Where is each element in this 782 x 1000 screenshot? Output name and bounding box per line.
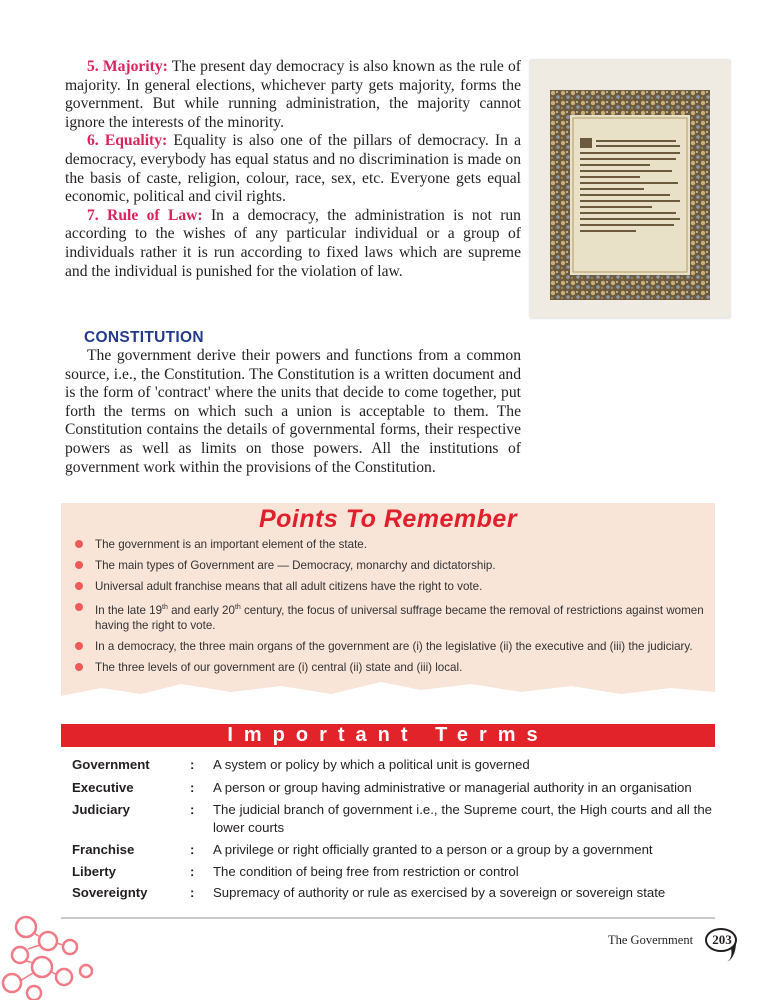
term-name: Liberty: [72, 863, 116, 879]
page-number: 203: [712, 932, 732, 947]
constitution-heading: CONSTITUTION: [84, 329, 204, 346]
terms-divider: [61, 917, 715, 919]
circles-decoration: [0, 905, 100, 1000]
chapter-label: The Government: [608, 933, 694, 947]
majority-title: 5. Majority:: [87, 58, 168, 75]
preamble-illustration: [530, 60, 730, 318]
rule-of-law-title: 7. Rule of Law:: [87, 206, 203, 224]
equality-title: 6. Equality:: [87, 132, 168, 150]
term-colon: :: [190, 802, 195, 817]
term-name: Franchise: [72, 842, 135, 857]
term-name: Government: [72, 757, 150, 772]
majority-text: The present day democracy is also known as the rule of majority. In general elections, whichever party gets majority, forms the government. But while running administration, the majority cannot ignore the interests of the minority.: [65, 58, 521, 131]
term-definition: A person or group having administrative or managerial authority in an organisation: [213, 779, 692, 795]
point-item: [73, 660, 711, 676]
term-definition: A system or policy by which a political unit is governed: [213, 757, 530, 772]
points-to-remember-title: Points To Remember: [258, 505, 518, 533]
bullet-icon: [75, 663, 83, 671]
points-to-remember-box: [61, 503, 715, 708]
point-text: The main types of Government are — Democracy, monarchy and dictatorship.: [95, 559, 496, 572]
majority-paragraph: [65, 58, 521, 132]
rule-of-law-text: In a democracy, the administration is not run according to the wishes of any particular individual or a group of individuals rather it is run according to fixed laws which are supreme and the individual is punished for the violation of law.: [65, 206, 521, 280]
democracy-features-section: [65, 58, 521, 281]
equality-text: Equality is also one of the pillars of democracy. In a democracy, everybody has equal status and no discrimination is made on the basis of caste, religion, colour, race, sex, etc. Everyone gets equal economic, political and civil rights.: [65, 132, 522, 206]
term-colon: :: [190, 885, 195, 900]
points-list: [73, 537, 711, 681]
point-item: [73, 537, 711, 553]
constitution-body: [65, 347, 521, 477]
term-definition: The condition of being free from restriction or control: [213, 863, 519, 879]
bullet-icon: [75, 582, 83, 590]
term-row: [72, 863, 712, 881]
term-colon: :: [190, 757, 195, 772]
term-definition: The judicial branch of government i.e., the Supreme court, the High courts and all the lower courts: [213, 802, 712, 835]
bullet-icon: [75, 603, 83, 611]
point-item: [73, 639, 711, 655]
term-row: [72, 779, 712, 797]
term-colon: :: [190, 779, 195, 795]
term-row: [72, 841, 712, 859]
point-item: [73, 600, 711, 634]
point-text: The three levels of our government are (i) central (ii) state and (iii) local.: [95, 661, 463, 675]
equality-paragraph: [65, 132, 521, 206]
term-row: [72, 801, 712, 836]
constitution-paragraph: The government derive their powers and functions from a common source, i.e., the Constitution. The Constitution is a written document and is the form of 'contract' where the units that decide to come together, put forth the terms on which such a union is acceptable to them. The Constitution contains the details of governmental forms, their respective powers as well as limits on those powers. All the institutions of government work within the provisions of the Constitution.: [65, 347, 521, 476]
term-name: Sovereignty: [72, 885, 148, 900]
term-row: [72, 884, 712, 902]
point-item: [73, 558, 711, 574]
important-terms-title: Important Terms: [227, 724, 549, 746]
term-name: Executive: [72, 779, 134, 795]
term-colon: :: [190, 863, 195, 879]
point-item: [73, 579, 711, 595]
important-terms-banner: [61, 724, 715, 747]
terms-table: [72, 756, 712, 902]
term-name: Judiciary: [72, 802, 130, 817]
torn-edge-decoration: [61, 678, 715, 708]
term-row: [72, 756, 712, 774]
point-text: The government is an important element of the state.: [95, 538, 367, 551]
constitution-preamble-image: [530, 60, 730, 318]
rule-of-law-paragraph: [65, 207, 521, 281]
term-colon: :: [190, 842, 195, 857]
point-text: Universal adult franchise means that all adult citizens have the right to vote.: [95, 580, 483, 593]
term-definition: A privilege or right officially granted to a person or a group by a government: [213, 842, 653, 857]
point-text: In the late 19th and early 20th century, the focus of universal suffrage became the removal of restrictions against women having the right to vote.: [95, 603, 704, 633]
point-text: In a democracy, the three main organs of the government are (i) the legislative (ii) the executive and (iii) the judiciary.: [95, 640, 693, 654]
bullet-icon: [75, 642, 83, 650]
bullet-icon: [75, 561, 83, 569]
bullet-icon: [75, 540, 83, 548]
term-definition: Supremacy of authority or rule as exercised by a sovereign or sovereign state: [213, 885, 666, 900]
